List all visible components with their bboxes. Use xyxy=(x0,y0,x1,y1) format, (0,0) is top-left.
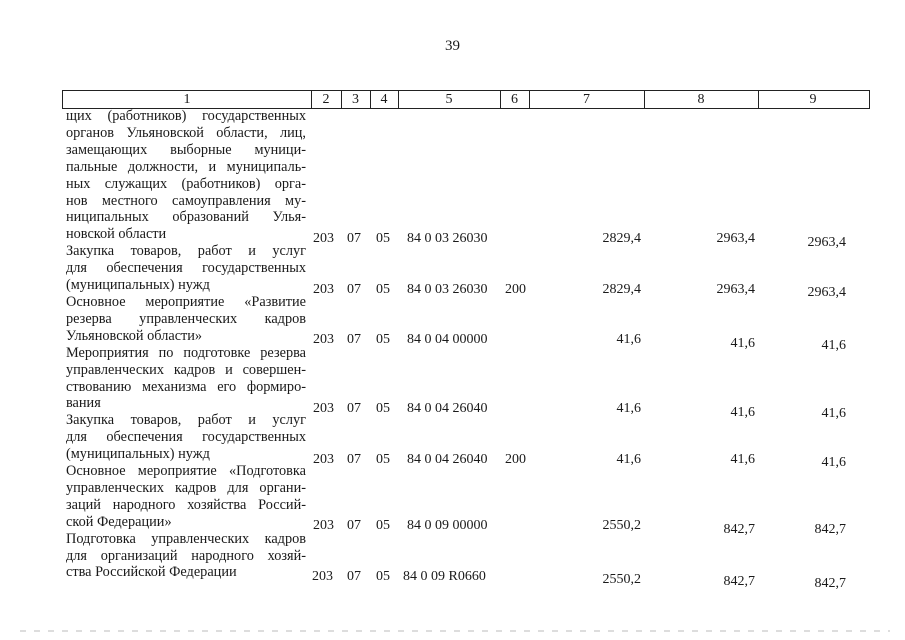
header-col-8: 8 xyxy=(697,92,705,107)
description-line: замещающих выборные муници- xyxy=(66,141,306,158)
description-line: управленческих кадров для органи- xyxy=(66,479,306,496)
table-row xyxy=(0,518,905,536)
cell-target-article: 84 0 09 00000 xyxy=(407,518,488,533)
header-col-1: 1 xyxy=(183,92,191,107)
cell-amount-col8: 41,6 xyxy=(730,405,755,420)
cell-amount-col7: 41,6 xyxy=(616,332,641,347)
description-line: нов местного самоуправления му- xyxy=(66,192,306,209)
cell-section: 07 xyxy=(347,231,361,246)
table-row xyxy=(0,452,905,470)
scan-artifact-line xyxy=(20,630,890,632)
cell-expense-type: 200 xyxy=(505,282,526,297)
description-line: ской Федерации» xyxy=(66,513,172,530)
description-line: для обеспечения государственных xyxy=(66,260,306,277)
cell-section: 07 xyxy=(347,518,361,533)
cell-section: 07 xyxy=(347,569,361,584)
description-line: пальные должности, и муниципаль- xyxy=(66,158,306,175)
cell-amount-col9: 41,6 xyxy=(821,406,846,421)
description-line: Закупка товаров, работ и услуг xyxy=(66,243,306,260)
cell-target-article: 84 0 03 26030 xyxy=(407,231,488,246)
cell-amount-col7: 2829,4 xyxy=(602,231,641,246)
cell-amount-col8: 41,6 xyxy=(730,452,755,467)
cell-amount-col9: 41,6 xyxy=(821,338,846,353)
cell-subsection: 05 xyxy=(376,401,390,416)
header-col-5: 5 xyxy=(445,92,453,107)
cell-target-article: 84 0 04 00000 xyxy=(407,332,488,347)
cell-subsection: 05 xyxy=(376,231,390,246)
cell-section: 07 xyxy=(347,282,361,297)
cell-amount-col8: 41,6 xyxy=(730,336,755,351)
cell-amount-col8: 842,7 xyxy=(723,522,755,537)
description-line: (муниципальных) нужд xyxy=(66,277,210,294)
cell-subsection: 05 xyxy=(376,569,390,584)
header-col-3: 3 xyxy=(352,92,359,107)
description-line: Основное мероприятие «Подготовка xyxy=(66,463,306,480)
cell-amount-col7: 2550,2 xyxy=(602,572,641,587)
description-line: заций народного хозяйства Россий- xyxy=(66,496,306,513)
description-line: для организаций народного хозяй- xyxy=(66,547,306,564)
cell-section: 07 xyxy=(347,452,361,467)
description-line: (муниципальных) нужд xyxy=(66,446,210,463)
description-line: ства Российской Федерации xyxy=(66,564,237,581)
cell-ministry: 203 xyxy=(313,282,334,297)
cell-expense-type: 200 xyxy=(505,452,526,467)
description-line: новской области xyxy=(66,226,167,243)
table-row xyxy=(0,282,905,300)
description-line: Ульяновской области» xyxy=(66,327,203,344)
cell-subsection: 05 xyxy=(376,452,390,467)
description-line: Основное мероприятие «Развитие xyxy=(66,293,306,310)
cell-amount-col9: 2963,4 xyxy=(807,285,846,300)
description-line: вания xyxy=(66,395,101,412)
table-row xyxy=(0,401,905,419)
description-line: Закупка товаров, работ и услуг xyxy=(66,412,306,429)
cell-amount-col7: 41,6 xyxy=(616,452,641,467)
cell-amount-col8: 2963,4 xyxy=(716,231,755,246)
description-line: Подготовка управленческих кадров xyxy=(66,530,306,547)
cell-amount-col9: 2963,4 xyxy=(807,235,846,250)
cell-amount-col7: 41,6 xyxy=(616,401,641,416)
table-row xyxy=(0,569,905,591)
header-col-2: 2 xyxy=(322,92,330,107)
cell-ministry: 203 xyxy=(313,452,334,467)
description-line: ных служащих (работников) орга- xyxy=(66,175,306,192)
description-line: резерва управленческих кадров xyxy=(66,310,306,327)
table-row xyxy=(0,231,905,249)
header-col-4: 4 xyxy=(380,92,388,107)
cell-amount-col8: 2963,4 xyxy=(716,282,755,297)
cell-amount-col9: 842,7 xyxy=(814,576,846,591)
cell-subsection: 05 xyxy=(376,332,390,347)
cell-ministry: 203 xyxy=(313,518,334,533)
cell-section: 07 xyxy=(347,332,361,347)
description-line: для обеспечения государственных xyxy=(66,429,306,446)
table-header xyxy=(62,90,870,109)
description-line: Мероприятия по подготовке резерва xyxy=(66,344,306,361)
cell-target-article: 84 0 04 26040 xyxy=(407,452,488,467)
description-line: ниципальных образований Улья- xyxy=(66,209,306,226)
description-line: ствованию механизма его формиро- xyxy=(66,378,306,395)
cell-target-article: 84 0 03 26030 xyxy=(407,282,488,297)
cell-amount-col7: 2550,2 xyxy=(602,518,641,533)
cell-amount-col9: 41,6 xyxy=(821,455,846,470)
cell-subsection: 05 xyxy=(376,518,390,533)
cell-section: 07 xyxy=(347,401,361,416)
cell-target-article: 84 0 09 R0660 xyxy=(403,569,486,584)
cell-ministry: 203 xyxy=(312,569,333,584)
cell-target-article: 84 0 04 26040 xyxy=(407,401,488,416)
cell-amount-col8: 842,7 xyxy=(723,574,755,589)
cell-ministry: 203 xyxy=(313,231,334,246)
description-line: управленческих кадров и совершен- xyxy=(66,361,306,378)
cell-amount-col9: 842,7 xyxy=(814,522,846,537)
header-col-7: 7 xyxy=(583,92,590,107)
cell-ministry: 203 xyxy=(313,332,334,347)
header-col-6: 6 xyxy=(511,92,518,107)
description-line: щих (работников) государственных xyxy=(66,108,306,124)
description-line: органов Ульяновской области, лиц, xyxy=(66,124,306,141)
cell-subsection: 05 xyxy=(376,282,390,297)
page-number: 39 xyxy=(445,38,460,54)
cell-ministry: 203 xyxy=(313,401,334,416)
cell-amount-col7: 2829,4 xyxy=(602,282,641,297)
header-col-9: 9 xyxy=(809,92,817,107)
